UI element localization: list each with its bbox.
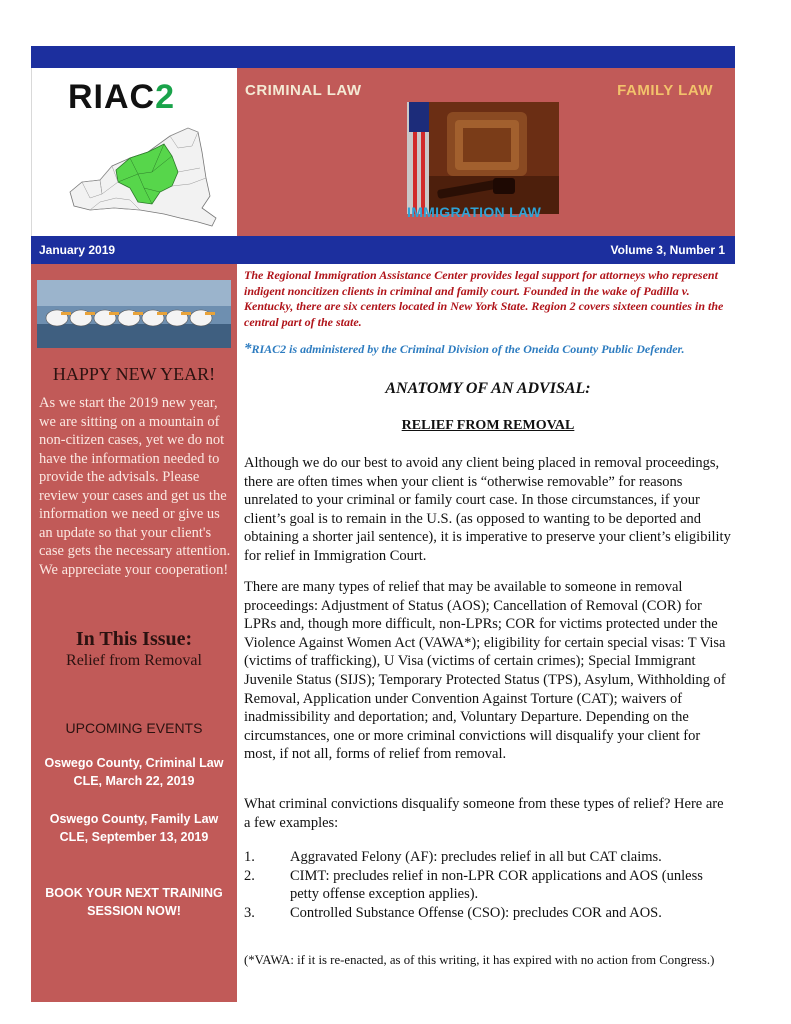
administration-note: *RIAC2 is administered by the Criminal Division of the Oneida County Public Defender.	[244, 341, 685, 357]
article-title: ANATOMY OF AN ADVISAL:	[385, 380, 591, 397]
riac2-logo: RIAC2	[68, 78, 176, 116]
article-paragraph: Although we do our best to avoid any client being placed in removal proceedings, there are often times when your client is “otherwise removable” for reasons unrelated to your criminal or family court case. In those circumstances, if your client’s goal is to remain in the U.S. (as opposed to wanting to be deported and obtaining a shorter jail sentence), it is imperative to preserve your client’s eligibility for relief in Immigration Court.	[244, 455, 731, 564]
top-banner-bar	[31, 46, 735, 68]
vawa-footnote: (*VAWA: if it is re-enacted, as of this writing, it has expired with no action from Congress.)	[244, 953, 715, 967]
article-subtitle: RELIEF FROM REMOVAL	[401, 418, 575, 433]
happy-new-year-heading: HAPPY NEW YEAR!	[52, 364, 216, 384]
family-law-heading: FAMILY LAW	[617, 82, 713, 99]
article-paragraph: What criminal convictions disqualify someone from these types of relief? Here are a few examples:	[244, 796, 724, 831]
sidebar	[31, 264, 237, 1002]
logo-panel	[31, 68, 237, 236]
immigration-law-heading: IMMIGRATION LAW	[407, 204, 542, 220]
header-banner	[237, 68, 735, 236]
book-training-callout: BOOK YOUR NEXT TRAINING SESSION NOW!	[45, 886, 223, 918]
disqualifying-convictions-list	[244, 848, 732, 922]
upcoming-events-heading: UPCOMING EVENTS	[65, 720, 203, 736]
list-item: 3. Controlled Substance Offense (CSO): precludes COR and AOS.	[244, 904, 662, 921]
new-year-message: As we start the 2019 new year, we are sitting on a mountain of non-citizen cases, yet we do not have the information needed to provide the advisals. Please review your cases and get us the information we need or give us an update so that your client's case gets the necessary attention. We appreciate your cooperation!	[39, 395, 231, 578]
courtroom-gavel-image	[407, 102, 559, 214]
list-item: 2. CIMT: precludes relief in non-LPR COR applications and AOS (unless petty offense exception applies).	[244, 867, 703, 903]
issue-date-bar	[31, 236, 735, 264]
in-this-issue-heading: In This Issue:	[75, 628, 193, 650]
pelicans-photo	[37, 280, 231, 348]
riac-intro-paragraph: The Regional Immigration Assistance Center provides legal support for attorneys who represent indigent noncitizen clients in criminal and family court. Founded in the wake of Padilla v. Kentucky, there are six centers located in New York State. Region 2 covers sixteen counties in the central part of the state.	[244, 268, 724, 329]
criminal-law-heading: CRIMINAL LAW	[245, 82, 362, 99]
event-item: Oswego County, Criminal Law CLE, March 22, 2019	[44, 756, 224, 788]
new-york-region-map-icon	[60, 122, 220, 230]
in-this-issue-item: Relief from Removal	[66, 652, 202, 669]
event-item: Oswego County, Family Law CLE, September 13, 2019	[49, 812, 219, 844]
list-item: 1. Aggravated Felony (AF): precludes relief in all but CAT claims.	[244, 849, 662, 865]
issue-volume: Volume 3, Number 1	[610, 243, 725, 257]
article-paragraph: There are many types of relief that may be available to someone in removal proceedings: Adjustment of Status (AOS); Cancellation of Removal (COR) for LPRs and, though more difficult, non-LPRs; COR for victims protected under the Violence Against Women Act (VAWA*); eligibility for certain special visas: T Visa (victims of trafficking), U Visa (victims of certain crimes); Special Immigrant Juvenile Status (SIJS); Temporary Protected Status (TPS), Asylum, Withholding of Removal, Application under Convention Against Torture (CAT); waivers of inadmissibility and deportation; and, Voluntary Departure. Depending on the circumstances, one or more criminal convictions will disqualify your client for most, if not all, forms of relief from removal.	[244, 579, 726, 763]
issue-date: January 2019	[39, 243, 116, 257]
